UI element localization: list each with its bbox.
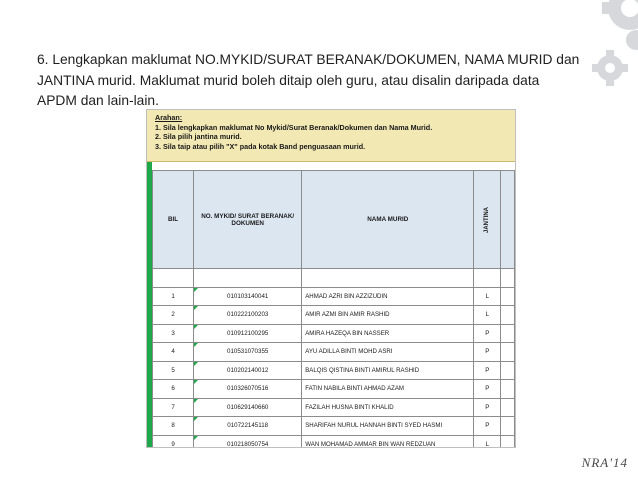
cell-band-partial[interactable]	[501, 324, 515, 343]
student-table	[152, 170, 515, 448]
cell-nama[interactable]: WAN MOHAMAD AMMAR BIN WAN REDZUAN	[302, 435, 474, 448]
cell-mykid[interactable]: 010222100203	[194, 306, 302, 325]
cell-bil[interactable]: 5	[153, 361, 194, 380]
table-row	[153, 343, 515, 362]
cell-mykid[interactable]: 010912100295	[194, 324, 302, 343]
cell-band-partial[interactable]	[501, 306, 515, 325]
cell-jantina[interactable]: P	[474, 324, 501, 343]
cell-jantina[interactable]: P	[474, 361, 501, 380]
header-mykid: NO. MYKID/ SURAT BERANAK/ DOKUMEN	[194, 171, 302, 269]
cell-jantina[interactable]: P	[474, 417, 501, 436]
cell-nama[interactable]: AYU ADILLA BINTI MOHD ASRI	[302, 343, 474, 362]
cell-band-partial[interactable]	[501, 287, 515, 306]
instruction-line-1: 1. Sila lengkapkan maklumat No Mykid/Surat Beranak/Dokumen dan Nama Murid.	[155, 122, 433, 132]
cell-jantina[interactable]: L	[474, 435, 501, 448]
header-nama: NAMA MURID	[302, 171, 474, 269]
cell-bil[interactable]: 8	[153, 417, 194, 436]
cell-jantina[interactable]: L	[474, 306, 501, 325]
cell-bil[interactable]: 2	[153, 306, 194, 325]
heading-line-2: JANTINA murid. Maklumat murid boleh ditaip oleh guru, atau disalin daripada data	[37, 72, 540, 88]
cell-bil[interactable]: 6	[153, 380, 194, 399]
cell-nama[interactable]: AMIR AZMI BIN AMIR RASHID	[302, 306, 474, 325]
instructions-title: Arahan:	[155, 113, 183, 122]
cell-jantina[interactable]: L	[474, 287, 501, 306]
cell-bil[interactable]: 1	[153, 287, 194, 306]
cell-nama[interactable]: AMIRA HAZEQA BIN NASSER	[302, 324, 474, 343]
cell-band-partial[interactable]	[501, 398, 515, 417]
cell-mykid[interactable]: 010202140012	[194, 361, 302, 380]
table-row	[153, 417, 515, 436]
cell-nama[interactable]: FAZILAH HUSNA BINTI KHALID	[302, 398, 474, 417]
header-jantina	[474, 171, 501, 269]
instructions-box	[147, 110, 515, 162]
cell-jantina[interactable]: P	[474, 398, 501, 417]
cell-bil[interactable]: 9	[153, 435, 194, 448]
table-row	[153, 361, 515, 380]
cell-jantina[interactable]: P	[474, 343, 501, 362]
table-row	[153, 398, 515, 417]
cell-mykid[interactable]: 010326070516	[194, 380, 302, 399]
table-row	[153, 435, 515, 448]
cell-jantina[interactable]: P	[474, 380, 501, 399]
cell-nama[interactable]: AHMAD AZRI BIN AZZIZUDIN	[302, 287, 474, 306]
table-row	[153, 380, 515, 399]
table-row	[153, 306, 515, 325]
header-bil: BIL	[153, 171, 194, 269]
cell-nama[interactable]: SHARIFAH NURUL HANNAH BINTI SYED HASMI	[302, 417, 474, 436]
cell-bil[interactable]: 4	[153, 343, 194, 362]
slide-heading	[37, 50, 597, 112]
table-header-row	[153, 171, 515, 269]
instruction-line-3: 3. Sila taip atau pilih "X" pada kotak Band penguasaan murid.	[155, 142, 366, 152]
signature: NRA'14	[581, 455, 628, 470]
cell-mykid[interactable]: 010103140041	[194, 287, 302, 306]
cell-mykid[interactable]: 010629140660	[194, 398, 302, 417]
cell-bil[interactable]: 3	[153, 324, 194, 343]
cell-nama[interactable]: FATIN NABILA BINTI AHMAD AZAM	[302, 380, 474, 399]
cell-mykid[interactable]: 010722145118	[194, 417, 302, 436]
table-body	[153, 287, 515, 448]
cell-nama[interactable]: BALQIS QISTINA BINTI AMIRUL RASHID	[302, 361, 474, 380]
cell-band-partial[interactable]	[501, 343, 515, 362]
spacer-row	[153, 269, 515, 288]
spreadsheet-screenshot	[146, 109, 516, 448]
cell-band-partial[interactable]	[501, 417, 515, 436]
heading-line-1: 6. Lengkapkan maklumat NO.MYKID/SURAT BERANAK/DOKUMEN, NAMA MURID dan	[37, 52, 580, 67]
cell-band-partial[interactable]	[501, 380, 515, 399]
header-jantina-label: JANTINA	[484, 206, 491, 234]
heading-line-3: APDM dan lain-lain.	[37, 93, 159, 108]
table-row	[153, 287, 515, 306]
cell-band-partial[interactable]	[501, 435, 515, 448]
cell-mykid[interactable]: 010218050754	[194, 435, 302, 448]
header-band-partial	[501, 171, 515, 269]
cell-mykid[interactable]: 010531070355	[194, 343, 302, 362]
instruction-line-2: 2. Sila pilih jantina murid.	[155, 132, 242, 142]
cell-band-partial[interactable]	[501, 361, 515, 380]
table-row	[153, 324, 515, 343]
cell-bil[interactable]: 7	[153, 398, 194, 417]
